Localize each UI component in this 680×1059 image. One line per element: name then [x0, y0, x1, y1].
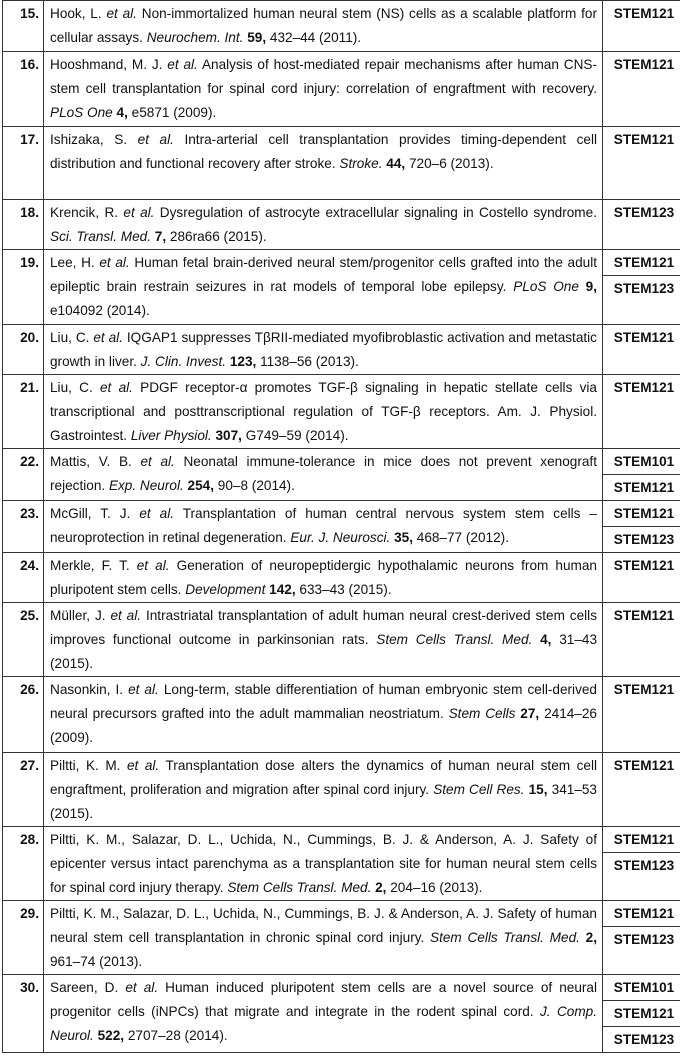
antibody-cell: [603, 501, 680, 553]
reference-journal: Development: [185, 582, 266, 597]
reference-row: [3, 325, 680, 375]
reference-et-al: et al.: [106, 6, 137, 21]
reference-et-al: et al.: [167, 57, 198, 72]
antibody-cell: [603, 325, 680, 375]
antibody-cell: [603, 901, 680, 975]
antibody-label: STEM123: [613, 858, 675, 873]
reference-volume: 522,: [97, 1028, 125, 1043]
reference-journal: PLoS One: [513, 279, 579, 294]
reference-authors: Müller, J.: [50, 608, 111, 623]
reference-authors: Hooshmand, M. J.: [50, 57, 168, 72]
reference-title: Neonatal immune-tolerance in mice does not prevent xenograft rejection.: [50, 454, 597, 493]
antibody-label: STEM121: [603, 901, 680, 927]
reference-citation: [44, 901, 603, 975]
antibody-label: STEM121: [613, 132, 675, 147]
reference-pages-year: 468–77 (2012).: [412, 530, 509, 545]
reference-pages-year: 633–43 (2015).: [295, 582, 392, 597]
reference-citation: [44, 52, 603, 127]
antibody-cell: [603, 250, 680, 325]
reference-volume: 9,: [585, 279, 597, 294]
reference-title: IQGAP1 suppresses TβRII-mediated myofibroblastic activation and metastatic growth in liver.: [50, 330, 597, 369]
antibody-label: STEM121: [613, 480, 675, 495]
reference-citation: [44, 677, 603, 753]
reference-pages-year: 720–6 (2013).: [405, 156, 494, 171]
reference-authors: Piltti, K. M., Salazar, D. L., Uchida, N., Cummings, B. J. & Anderson, A. J.: [50, 906, 494, 921]
reference-et-al: et al.: [93, 330, 123, 345]
antibody-label: STEM121: [603, 250, 680, 276]
reference-journal: Stem Cells: [448, 706, 516, 721]
reference-pages-year: 432–44 (2011).: [266, 30, 362, 45]
reference-journal: J. Comp. Neurol.: [50, 1004, 597, 1043]
reference-citation: [44, 449, 603, 501]
reference-title: Human induced pluripotent stem cells are a novel source of neural progenitor cells (iNPCs) that migrate and integrate in the rodent spinal cord.: [50, 980, 598, 1019]
reference-volume: 35,: [394, 530, 413, 545]
reference-number: 28.: [3, 827, 44, 901]
antibody-cell: [603, 449, 680, 501]
reference-volume: 142,: [269, 582, 296, 597]
reference-number: 25.: [3, 603, 44, 677]
reference-pages-year: e104092 (2014).: [50, 303, 150, 318]
reference-number: 26.: [3, 677, 44, 753]
reference-journal: Stroke.: [339, 156, 383, 171]
reference-number: 19.: [3, 250, 44, 325]
reference-row: [3, 127, 680, 200]
reference-et-al: et al.: [99, 255, 130, 270]
reference-citation: [44, 827, 603, 901]
reference-authors: Mattis, V. B.: [50, 454, 141, 469]
reference-title: Long-term, stable differentiation of human embryonic stem cell-derived neural precursors grafted into the adult mammalian neostriatum.: [50, 682, 597, 721]
reference-authors: Ishizaka, S.: [50, 132, 138, 147]
reference-title: PDGF receptor-α promotes TGF-β signaling in hepatic stellate cells via transcriptional and posttranscriptional regulation of TGF-β receptors. Am. J. Physiol. Gastrointest.: [50, 380, 597, 443]
antibody-cell: [603, 1, 680, 52]
reference-title: Intrastriatal transplantation of adult human neural crest-derived stem cells improves functional outcome in parkinsonian rats.: [50, 608, 597, 647]
reference-pages-year: 961–74 (2013).: [50, 954, 143, 969]
antibody-label: STEM123: [613, 205, 675, 220]
reference-authors: Sareen, D.: [50, 980, 126, 995]
reference-citation: [44, 603, 603, 677]
reference-pages-year: e5871 (2009).: [127, 105, 217, 120]
antibody-label: STEM121: [613, 57, 675, 72]
reference-title: Intra-arterial cell transplantation provides timing-dependent cell distribution and functional recovery after stroke.: [50, 132, 597, 171]
reference-pages-year: 341–53 (2015).: [50, 782, 597, 821]
antibody-label: STEM121: [613, 558, 675, 573]
reference-authors: Hook, L.: [50, 6, 107, 21]
antibody-cell: [603, 603, 680, 677]
reference-journal: Stem Cells Transl. Med.: [376, 632, 533, 647]
reference-number: 23.: [3, 501, 44, 553]
antibody-cell: [603, 827, 680, 901]
reference-authors: Piltti, K. M.: [50, 758, 127, 773]
antibody-label: STEM121: [613, 608, 675, 623]
reference-row: [3, 52, 680, 127]
reference-title: Human fetal brain-derived neural stem/progenitor cells grafted into the adult epileptic brain restrain seizures in rat models of temporal lobe epilepsy.: [50, 255, 597, 294]
reference-title: Analysis of host-mediated repair mechanisms after human CNS-stem cell transplantation for spinal cord injury: correlation of engraftment with recovery.: [50, 57, 597, 96]
reference-et-al: et al.: [123, 205, 155, 220]
antibody-label: STEM121: [603, 827, 680, 853]
reference-title: Safety of human neural stem cell transplantation in chronic spinal cord injury.: [50, 906, 597, 945]
reference-volume: 59,: [247, 30, 267, 45]
reference-pages-year: 1138–56 (2013).: [256, 354, 359, 369]
reference-pages-year: 204–16 (2013).: [386, 880, 483, 895]
reference-row: [3, 901, 680, 975]
reference-citation: [44, 501, 603, 553]
reference-title: Transplantation of human central nervous system stem cells – neuroprotection in retinal degeneration.: [50, 506, 597, 545]
reference-number: 15.: [3, 1, 44, 52]
reference-number: 30.: [3, 975, 44, 1053]
reference-authors: Lee, H.: [50, 255, 100, 270]
reference-citation: [44, 325, 603, 375]
antibody-cell: [603, 127, 680, 200]
reference-et-al: et al.: [137, 132, 174, 147]
antibody-label: STEM123: [613, 1032, 675, 1047]
reference-journal: PLoS One: [50, 105, 113, 120]
reference-volume: 4,: [116, 105, 128, 120]
antibody-label: STEM121: [613, 758, 675, 773]
antibody-label: STEM123: [613, 532, 675, 547]
reference-pages-year: G749–59 (2014).: [241, 428, 349, 443]
reference-number: 29.: [3, 901, 44, 975]
reference-et-al: et al.: [126, 758, 160, 773]
antibody-cell: [603, 975, 680, 1053]
reference-authors: Piltti, K. M., Salazar, D. L., Uchida, N., Cummings, B. J. & Anderson, A. J.: [50, 832, 534, 847]
reference-pages-year: 286ra66 (2015).: [166, 229, 267, 244]
reference-number: 21.: [3, 375, 44, 449]
antibody-label: STEM123: [613, 932, 675, 947]
reference-et-al: et al.: [140, 454, 175, 469]
reference-citation: [44, 250, 603, 325]
reference-et-al: et al.: [139, 506, 175, 521]
reference-table: [2, 0, 680, 1053]
reference-row: [3, 553, 680, 603]
reference-number: 24.: [3, 553, 44, 603]
antibody-cell: [603, 375, 680, 449]
reference-pages-year: 2707–28 (2014).: [124, 1028, 228, 1043]
reference-et-al: et al.: [110, 608, 142, 623]
reference-pages-year: 2414–26 (2009).: [50, 706, 597, 745]
reference-number: 27.: [3, 753, 44, 827]
reference-pages-year: 31–43 (2015).: [50, 632, 598, 671]
reference-et-al: et al.: [128, 682, 159, 697]
reference-row: [3, 975, 680, 1053]
reference-journal: J. Clin. Invest.: [140, 354, 227, 369]
reference-row: [3, 603, 680, 677]
reference-authors: Liu, C.: [50, 330, 94, 345]
reference-journal: Sci. Transl. Med.: [50, 229, 151, 244]
antibody-cell: [603, 553, 680, 603]
antibody-cell: [603, 200, 680, 250]
reference-volume: 254,: [187, 478, 214, 493]
reference-title: Dysregulation of astrocyte extracellular signaling in Costello syndrome.: [154, 205, 597, 220]
reference-title: Safety of epicenter versus intact parenchyma as a transplantation site for human neural stem cells for spinal cord injury therapy.: [50, 832, 597, 895]
reference-volume: 27,: [520, 706, 540, 721]
reference-volume: 15,: [528, 782, 548, 797]
reference-number: 16.: [3, 52, 44, 127]
reference-title: Non-immortalized human neural stem (NS) cells as a scalable platform for cellular assays.: [50, 6, 597, 45]
reference-number: 18.: [3, 200, 44, 250]
antibody-cell: [603, 52, 680, 127]
reference-volume: 44,: [386, 156, 406, 171]
antibody-cell: [603, 677, 680, 753]
antibody-label: STEM121: [603, 501, 680, 527]
reference-volume: 4,: [540, 632, 552, 647]
reference-journal: Stem Cells Transl. Med.: [227, 880, 372, 895]
reference-number: 20.: [3, 325, 44, 375]
reference-journal: Neurochem. Int.: [146, 30, 244, 45]
reference-volume: 2,: [375, 880, 387, 895]
antibody-label: STEM101: [603, 449, 680, 475]
reference-volume: 7,: [154, 229, 167, 244]
antibody-label: STEM121: [613, 6, 675, 21]
reference-citation: [44, 127, 603, 200]
reference-citation: [44, 200, 603, 250]
reference-row: [3, 753, 680, 827]
reference-number: 22.: [3, 449, 44, 501]
reference-row: [3, 375, 680, 449]
reference-authors: Merkle, F. T.: [50, 558, 137, 573]
reference-row: [3, 501, 680, 553]
reference-title: Transplantation dose alters the dynamics of human neural stem cell engraftment, proliferation and migration after spinal cord injury.: [50, 758, 598, 797]
reference-journal: Liver Physiol.: [130, 428, 212, 443]
antibody-label: STEM101: [603, 975, 680, 1001]
reference-row: [3, 1, 680, 52]
antibody-label: STEM121: [613, 330, 675, 345]
reference-journal: Exp. Neurol.: [108, 478, 184, 493]
reference-citation: [44, 975, 603, 1053]
reference-volume: 307,: [215, 428, 242, 443]
reference-authors: Nasonkin, I.: [50, 682, 129, 697]
reference-table-body: [3, 1, 680, 1053]
reference-journal: Stem Cells Transl. Med.: [430, 930, 580, 945]
reference-title: Generation of neuropeptidergic hypothalamic neurons from human pluripotent stem cells.: [50, 558, 597, 597]
reference-journal: Stem Cell Res.: [433, 782, 525, 797]
reference-et-al: et al.: [100, 380, 133, 395]
antibody-label: STEM121: [613, 682, 675, 697]
reference-row: [3, 250, 680, 325]
reference-volume: 2,: [585, 930, 597, 945]
reference-citation: [44, 1, 603, 52]
antibody-label: STEM123: [613, 281, 675, 296]
reference-volume: 123,: [229, 354, 257, 369]
reference-number: 17.: [3, 127, 44, 200]
reference-row: [3, 449, 680, 501]
reference-authors: Krencik, R.: [50, 205, 124, 220]
reference-citation: [44, 553, 603, 603]
antibody-label: STEM121: [603, 1001, 680, 1027]
reference-authors: Liu, C.: [50, 380, 100, 395]
reference-row: [3, 200, 680, 250]
antibody-cell: [603, 753, 680, 827]
reference-et-al: et al.: [136, 558, 170, 573]
reference-pages-year: 90–8 (2014).: [214, 478, 295, 493]
reference-journal: Eur. J. Neurosci.: [290, 530, 391, 545]
reference-authors: McGill, T. J.: [50, 506, 140, 521]
reference-citation: [44, 375, 603, 449]
reference-et-al: et al.: [125, 980, 159, 995]
reference-row: [3, 827, 680, 901]
reference-row: [3, 677, 680, 753]
reference-citation: [44, 753, 603, 827]
antibody-label: STEM121: [613, 380, 675, 395]
